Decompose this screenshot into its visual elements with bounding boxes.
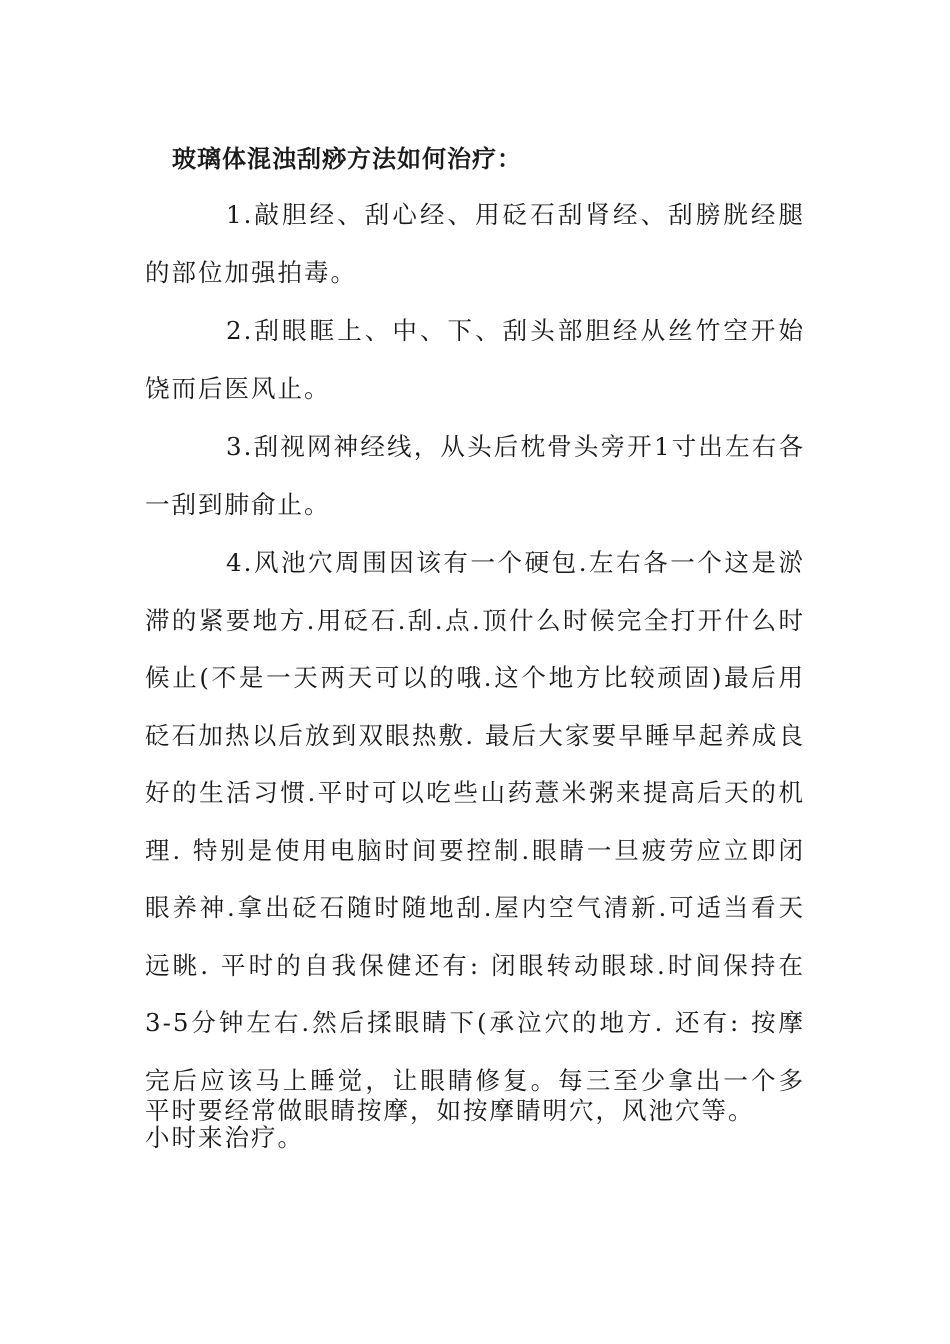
paragraph-step-1: 1.敲胆经、刮心经、用砭石刮肾经、刮膀胱经腿的部位加强拍毒。 [145,200,805,287]
closing-line: 平时要经常做眼睛按摩，如按摩睛明穴，风池穴等。 [145,1096,755,1125]
paragraph-step-3: 3.刮视网神经线，从头后枕骨头旁开1寸出左右各一刮到肺俞止。 [145,432,805,519]
paragraph-step-4: 4.风池穴周围因该有一个硬包.左右各一个这是淤滞的紧要地方.用砭石.刮.点.顶什么时候完全打开什么时候止(不是一天两天可以的哦.这个地方比较顽固)最后用砭石加热以后放到双眼热敷. 最后大家要早睡早起养成良好的生活习惯.平时可以吃些山药薏米粥来提高后天的机理. 特别是使用电脑时间要控制.眼睛一旦疲劳应立即闭眼养神.拿出砭石随时随地刮.屋内空气清新.可适当看天远眺. 平时的自我保健还有: 闭眼转动眼球.时间保持在3-5分钟左右.然后揉眼睛下(承泣穴的地方. 还有: 按摩完后应该马上睡觉，让眼睛修复。每三至少拿出一个多小时来治疗。 [145,548,805,1152]
paragraph-step-2: 2.刮眼眶上、中、下、刮头部胆经从丝竹空开始饶而后医风止。 [145,316,805,403]
document-heading: 玻璃体混浊刮痧方法如何治疗： [172,145,522,173]
